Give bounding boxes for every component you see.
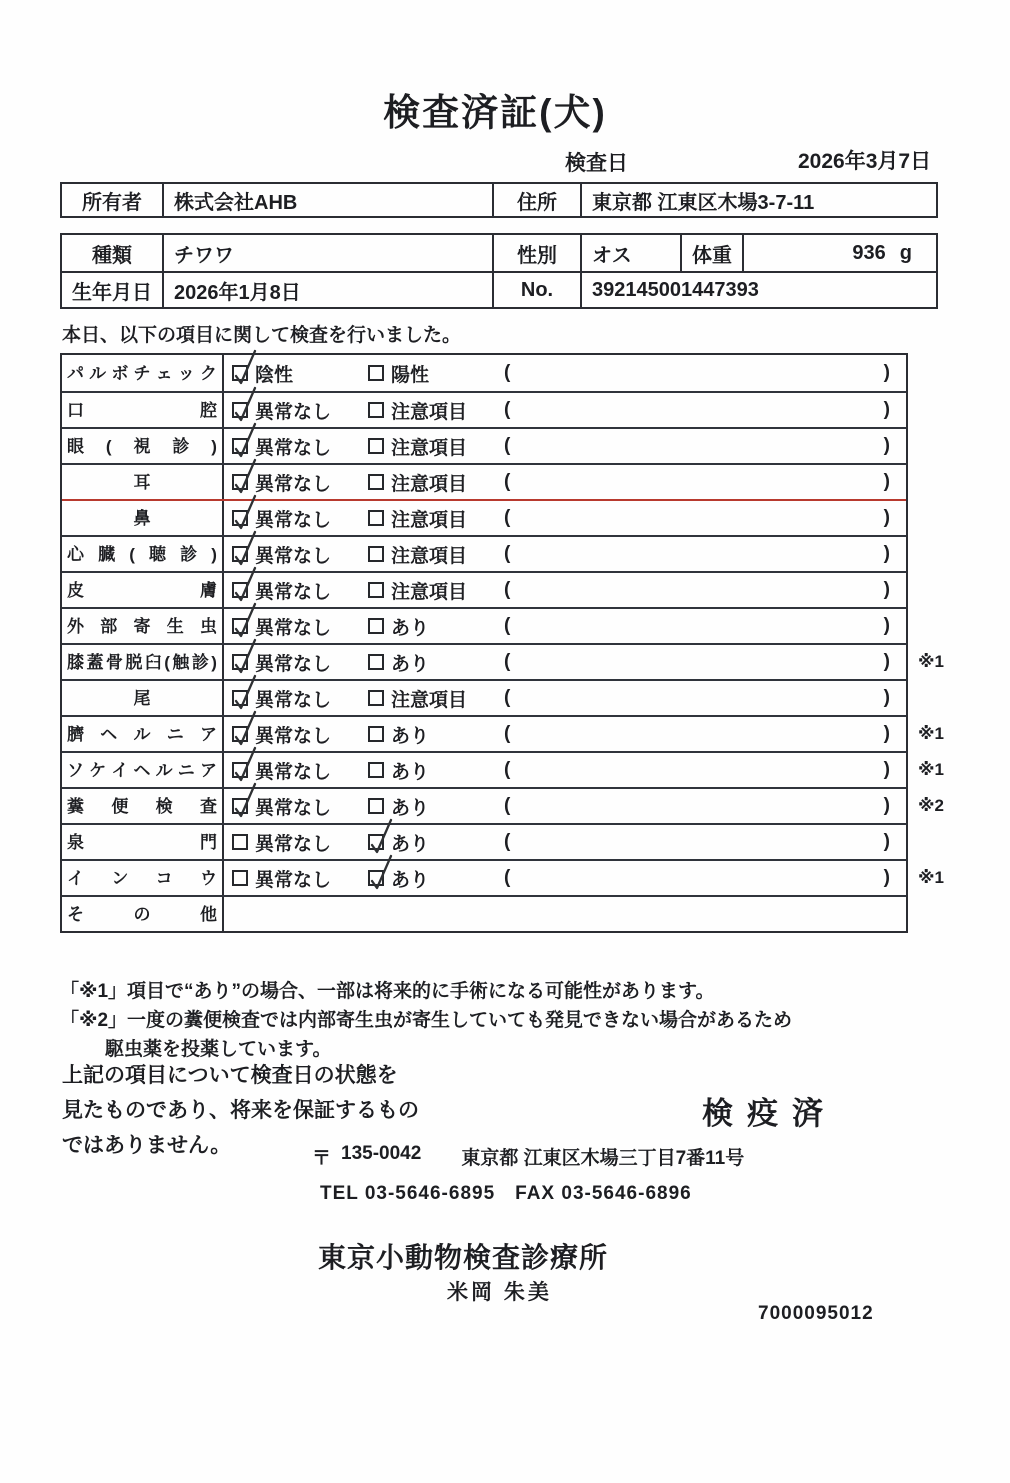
checkmark-icon	[364, 853, 396, 893]
check-option-1-label: 異常なし	[255, 545, 332, 567]
checkmark-icon	[228, 385, 260, 425]
remark-paren-open: (	[504, 471, 511, 492]
check-item-label: 鼻	[62, 501, 224, 535]
checkbox-unchecked	[232, 870, 248, 886]
sex-label: 性別	[492, 235, 580, 271]
check-row	[62, 355, 906, 391]
check-option-1-label: 異常なし	[255, 437, 332, 459]
check-option-2-label: あり	[391, 725, 430, 747]
checkmark-icon	[228, 601, 260, 641]
breed-label: 種類	[92, 244, 132, 267]
checkbox-unchecked	[368, 654, 384, 670]
check-option-1-label: 異常なし	[255, 833, 332, 855]
remark-paren-open: (	[504, 867, 511, 888]
remark-paren-close: )	[883, 759, 890, 780]
checkbox-checked	[232, 510, 248, 526]
checkmark-icon	[228, 745, 260, 785]
checkmark-icon	[228, 421, 260, 461]
remark-paren-open: (	[504, 543, 511, 564]
checkmark-icon	[228, 709, 260, 749]
check-option-2-label: 注意項目	[391, 473, 468, 495]
animal-table-row	[62, 271, 936, 307]
check-item-label: パ ル ボ チ ェ ッ ク	[62, 355, 224, 391]
check-row	[62, 571, 906, 607]
check-item-label: 外 部 寄 生 虫	[62, 609, 224, 643]
checkmark-icon	[364, 817, 396, 857]
check-item-label: 眼 ( 視 診 )	[62, 429, 224, 463]
check-option-2	[368, 717, 429, 751]
check-item-label: 臍 ヘ ル ニ ア	[62, 717, 224, 751]
checkbox-checked	[232, 582, 248, 598]
remark-paren-close: )	[883, 723, 890, 744]
check-option-2-label: 陽性	[391, 364, 430, 386]
checkbox-unchecked	[368, 438, 384, 454]
remark-paren-open: (	[504, 831, 511, 852]
check-item-label: 糞 便 検 査	[62, 789, 224, 823]
weight-value	[742, 235, 936, 271]
check-row	[62, 895, 906, 931]
check-option-2-label: 注意項目	[391, 581, 468, 603]
certificate-no-value: 392145001447393	[580, 273, 936, 307]
check-row	[62, 427, 906, 463]
check-option-1-label: 陰性	[255, 364, 294, 386]
footnote-2: 「※2」一度の糞便検査では内部寄生虫が寄生していても発見できない場合があるため	[60, 1010, 793, 1031]
fax-number: FAX 03-5646-6896	[515, 1183, 692, 1204]
weight-unit: g	[899, 241, 912, 264]
checkbox-checked	[232, 726, 248, 742]
check-option-2-label: 注意項目	[391, 401, 468, 423]
check-option-2	[368, 861, 429, 895]
check-row	[62, 859, 944, 895]
checkbox-checked	[232, 798, 248, 814]
remark-paren-open: (	[504, 615, 511, 636]
check-row	[62, 787, 944, 823]
check-row	[62, 499, 906, 535]
check-option-1-label: 異常なし	[255, 581, 332, 603]
postal-mark: 〒	[312, 1148, 332, 1169]
remark-paren-open: (	[504, 362, 511, 383]
checkmark-icon	[228, 637, 260, 677]
check-option-2	[368, 393, 467, 427]
disclaimer-line-1: 上記の項目について検査日の状態を	[62, 1064, 398, 1087]
check-option-2-label: あり	[391, 617, 430, 639]
remark-paren-close: )	[883, 543, 890, 564]
clinic-phone-line	[320, 1183, 692, 1205]
check-item-label: 尾	[62, 681, 224, 715]
remark-paren-close: )	[883, 399, 890, 420]
check-row	[62, 823, 906, 859]
checkbox-checked	[232, 365, 248, 381]
inspector-name: 米岡 朱美	[447, 1281, 552, 1304]
check-option-2	[368, 645, 429, 679]
check-item-label: 口 腔	[62, 393, 224, 427]
animal-table	[60, 233, 938, 309]
checkmark-icon	[228, 565, 260, 605]
check-item-label: 心 臓 ( 聴 診 )	[62, 537, 224, 571]
footnote-marker: ※2	[918, 796, 944, 815]
checkbox-checked	[368, 834, 384, 850]
check-option-2	[368, 501, 467, 535]
check-item-label: そ の 他	[62, 897, 224, 931]
certificate-no-label: No.	[492, 273, 580, 307]
check-item-label: 膝 蓋 骨 脱 臼 ( 触 診 )	[62, 645, 224, 679]
footnote-1: 「※1」項目で“あり”の場合、一部は将来的に手術になる可能性があります。	[60, 981, 715, 1002]
weight-label: 体重	[680, 235, 742, 271]
check-row	[62, 679, 906, 715]
remark-paren-open: (	[504, 579, 511, 600]
checkbox-unchecked	[368, 762, 384, 778]
remark-paren-open: (	[504, 759, 511, 780]
owner-value: 株式会社AHB	[162, 184, 492, 216]
check-option-2-label: 注意項目	[391, 689, 468, 711]
check-option-2	[368, 355, 429, 391]
serial-number: 7000095012	[758, 1303, 874, 1324]
remark-paren-close: )	[883, 651, 890, 672]
check-item-label: ソ ケ イ ヘ ル ニ ア	[62, 753, 224, 787]
remark-paren-open: (	[504, 795, 511, 816]
checkbox-unchecked	[368, 798, 384, 814]
checkmark-icon	[228, 529, 260, 569]
remark-paren-close: )	[883, 867, 890, 888]
check-option-2-label: あり	[391, 869, 430, 891]
footnote-marker: ※1	[918, 652, 944, 671]
check-option-1-label: 異常なし	[255, 401, 332, 423]
checkbox-unchecked	[368, 402, 384, 418]
postal-code: 135-0042	[341, 1143, 422, 1164]
checkmark-icon	[228, 457, 260, 497]
exam-date-label: 検査日	[565, 152, 628, 175]
check-option-1	[232, 861, 331, 895]
check-option-1-label: 異常なし	[255, 653, 332, 675]
check-row	[62, 391, 906, 427]
sex-value: オス	[580, 235, 680, 271]
remark-paren-close: )	[883, 687, 890, 708]
checkmark-icon	[228, 348, 260, 388]
checkbox-checked	[232, 618, 248, 634]
breed-value: チワワ	[162, 235, 492, 271]
owner-table	[60, 182, 938, 218]
check-option-2-label: あり	[391, 761, 430, 783]
remark-paren-open: (	[504, 399, 511, 420]
check-row	[62, 715, 944, 751]
remark-paren-close: )	[883, 579, 890, 600]
checkbox-checked	[232, 474, 248, 490]
checkbox-checked	[368, 870, 384, 886]
animal-table-row	[62, 235, 936, 271]
remark-paren-open: (	[504, 435, 511, 456]
check-option-2-label: あり	[391, 653, 430, 675]
exam-date-value: 2026年3月7日	[798, 150, 932, 173]
birthdate-value: 2026年1月8日	[162, 273, 492, 307]
checkbox-checked	[232, 546, 248, 562]
checkbox-unchecked	[368, 726, 384, 742]
checkbox-unchecked	[368, 365, 384, 381]
remark-paren-open: (	[504, 651, 511, 672]
footnote-marker: ※1	[918, 868, 944, 887]
checkbox-checked	[232, 690, 248, 706]
check-option-1-label: 異常なし	[255, 473, 332, 495]
footnote-2-continued: 駆虫薬を投薬しています。	[105, 1039, 332, 1060]
check-option-1	[232, 825, 331, 859]
check-item-label: 皮 膚	[62, 573, 224, 607]
owner-label: 所有者	[82, 191, 142, 214]
checkbox-unchecked	[368, 690, 384, 706]
address-label: 住所	[492, 184, 580, 216]
check-option-2-label: あり	[391, 797, 430, 819]
document-title: 検査済証(犬)	[383, 92, 607, 133]
check-table	[60, 353, 944, 933]
checkbox-checked	[232, 762, 248, 778]
check-option-2-label: あり	[391, 833, 430, 855]
check-option-1	[232, 789, 331, 823]
footnote-marker: ※1	[918, 724, 944, 743]
check-item-label: 耳	[62, 465, 224, 499]
address-value: 東京都 江東区木場3-7-11	[580, 184, 936, 216]
check-option-2	[368, 465, 467, 499]
check-option-1-label: 異常なし	[255, 797, 332, 819]
intro-text: 本日、以下の項目に関して検査を行いました。	[62, 325, 462, 346]
checkbox-checked	[232, 402, 248, 418]
quarantine-stamp: 検疫済	[702, 1096, 837, 1131]
checkbox-unchecked	[368, 546, 384, 562]
checkbox-unchecked	[232, 834, 248, 850]
checkbox-unchecked	[368, 510, 384, 526]
disclaimer-line-2: 見たものであり、将来を保証するもの	[62, 1099, 419, 1122]
remark-paren-close: )	[883, 795, 890, 816]
checkmark-icon	[228, 493, 260, 533]
weight-number: 936	[852, 241, 886, 264]
check-item-label: 泉 門	[62, 825, 224, 859]
check-option-2-label: 注意項目	[391, 509, 468, 531]
check-option-2	[368, 609, 429, 643]
check-option-1-label: 異常なし	[255, 509, 332, 531]
footnotes	[60, 977, 792, 1064]
checkmark-icon	[228, 781, 260, 821]
remark-paren-close: )	[883, 362, 890, 383]
remark-paren-close: )	[883, 471, 890, 492]
check-option-2	[368, 753, 429, 787]
check-option-1-label: 異常なし	[255, 869, 332, 891]
clinic-name: 東京小動物検査診療所	[318, 1242, 609, 1273]
clinic-address-line	[312, 1143, 744, 1170]
check-row	[62, 535, 906, 571]
check-row	[62, 643, 944, 679]
checkbox-checked	[232, 438, 248, 454]
remark-paren-close: )	[883, 831, 890, 852]
check-option-1-label: 異常なし	[255, 617, 332, 639]
check-option-2	[368, 537, 467, 571]
check-option-2-label: 注意項目	[391, 437, 468, 459]
check-option-1-label: 異常なし	[255, 761, 332, 783]
clinic-address: 東京都 江東区木場三丁目7番11号	[461, 1148, 745, 1169]
disclaimer-line-3: ではありません。	[62, 1134, 232, 1157]
footnote-marker: ※1	[918, 760, 944, 779]
check-row	[62, 751, 944, 787]
remark-paren-open: (	[504, 723, 511, 744]
check-option-2	[368, 429, 467, 463]
check-option-2-label: 注意項目	[391, 545, 468, 567]
check-row	[62, 607, 906, 643]
remark-paren-close: )	[883, 435, 890, 456]
remark-paren-open: (	[504, 687, 511, 708]
checkmark-icon	[228, 673, 260, 713]
remark-paren-close: )	[883, 507, 890, 528]
checkbox-unchecked	[368, 474, 384, 490]
check-option-2	[368, 681, 467, 715]
remark-paren-open: (	[504, 507, 511, 528]
checkbox-checked	[232, 654, 248, 670]
check-option-1-label: 異常なし	[255, 725, 332, 747]
tel-number: TEL 03-5646-6895	[320, 1183, 496, 1204]
check-row	[62, 463, 906, 499]
check-option-2	[368, 573, 467, 607]
check-item-label: イ ン コ ウ	[62, 861, 224, 895]
check-option-1-label: 異常なし	[255, 689, 332, 711]
remark-paren-close: )	[883, 615, 890, 636]
birthdate-label: 生年月日	[72, 281, 152, 304]
checkbox-unchecked	[368, 582, 384, 598]
checkbox-unchecked	[368, 618, 384, 634]
